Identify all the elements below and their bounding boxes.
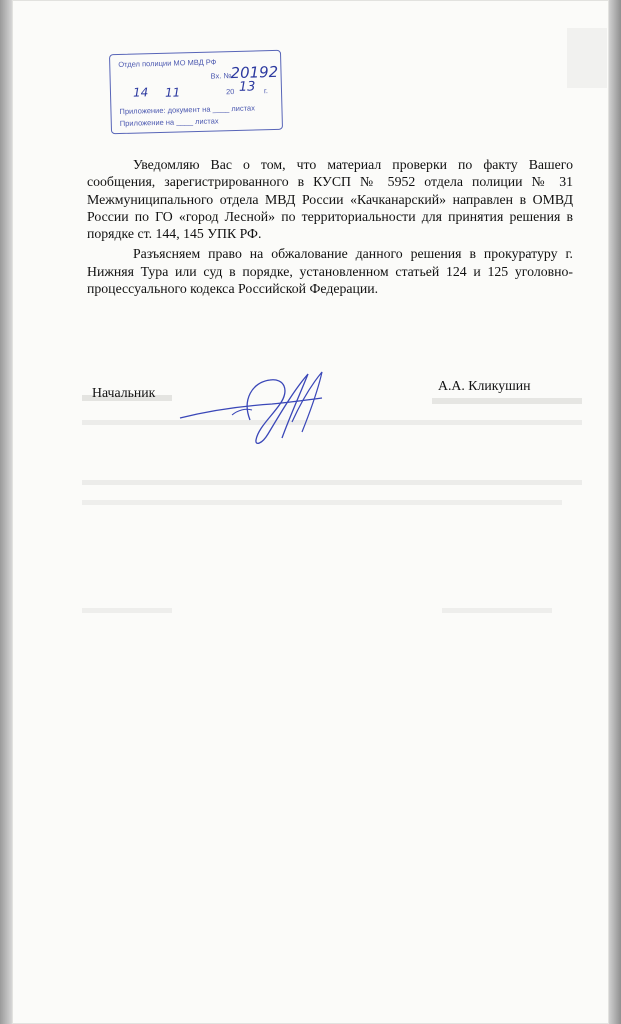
registration-stamp [109, 50, 283, 134]
stamp-attachment-line: Приложение: документ на ____ листах [119, 103, 256, 117]
stamp-year-end: г. [263, 86, 269, 96]
signatory-name: А.А. Кликушин [438, 378, 531, 393]
stamp-year-prefix: 20 [225, 86, 235, 97]
stamp-header: Отдел полиции МО МВД РФ [118, 57, 217, 70]
stamp-month: 11 [164, 85, 181, 100]
document-page [12, 0, 609, 1024]
stamp-year-suffix: 13 [238, 79, 256, 95]
handwritten-signature [172, 360, 352, 450]
scan-edge-right [609, 0, 621, 1024]
notification-paragraph: Уведомляю Вас о том, что материал проверки по факту Вашего сообщения, зарегистрированного в КУСП № 5952 отдела полиции № 31 Межмуниципального отдела МВД России «Качканарский» направлен в ОМВД России по ГО «город Лесной» по территориальности для принятия решения в порядке ст. 144, 145 УПК РФ. [87, 157, 573, 242]
stamp-number-label: Вх. № [210, 71, 232, 81]
document-body [87, 156, 573, 297]
stamp-day: 14 [132, 85, 149, 100]
stamp-number: 20192 [230, 62, 279, 83]
scan-edge-left [0, 0, 12, 1024]
signatory-title: Начальник [92, 385, 156, 400]
appeal-rights-paragraph: Разъясняем право на обжалование данного решения в прокуратуру г. Нижняя Тура или суд в порядке, установленном статьей 124 и 125 уголовно-процессуального кодекса Российской Федерации. [87, 246, 573, 297]
stamp-appendix-line: Приложение на ____ листах [119, 116, 219, 129]
